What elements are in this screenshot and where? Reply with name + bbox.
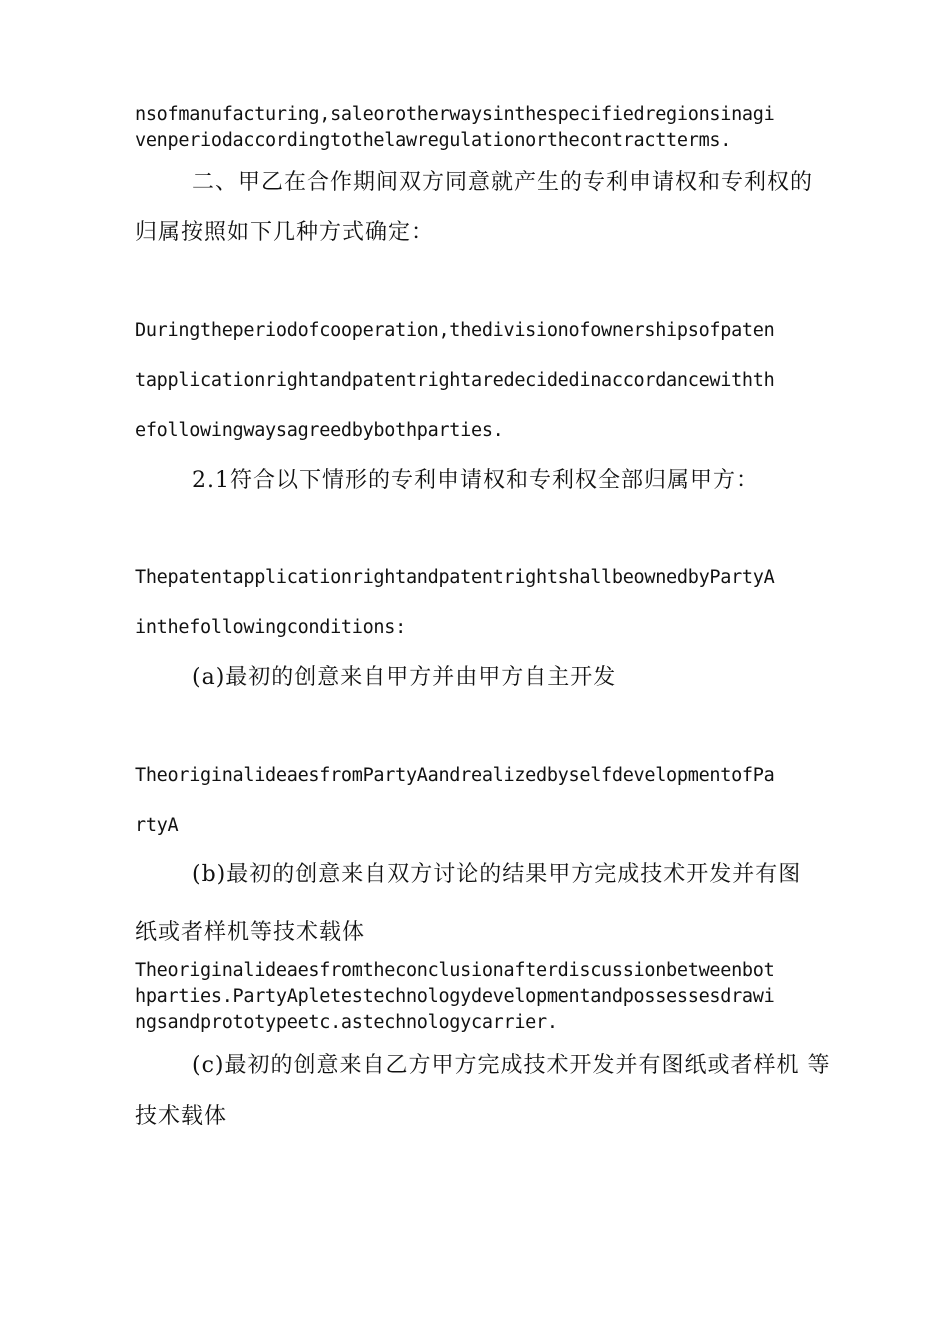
text-line-2: venperiodaccordingtothelawregulationorthecontractterms. [135,130,732,151]
item-c-cont: 技术载体 [135,1104,228,1129]
text-line-18: ngsandprototypeetc.astechnologycarrier. [135,1012,558,1033]
text-line-7: efollowingwaysagreedbybothparties. [135,420,504,441]
text-line-1: nsofmanufacturing,saleorotherwaysinthespecifiedregionsinagi [135,104,775,125]
text-line-9: ThepatentapplicationrightandpatentrightshallbeownedbyPartyA [135,567,775,588]
text-line-17: hparties.PartyApletestechnologydevelopmentandpossessesdrawi [135,986,775,1007]
item-b: (b)最初的创意来自双方讨论的结果甲方完成技术开发并有图 [192,862,802,887]
item-a: (a)最初的创意来自甲方并由甲方自主开发 [192,665,617,690]
text-line-5: Duringtheperiodofcooperation,thedivisionofownershipsofpaten [135,320,775,341]
text-line-13: rtyA [135,815,179,836]
section-2-heading-cont: 归属按照如下几种方式确定： [135,220,435,245]
text-line-16: Theoriginalideaesfromtheconclusionafterdiscussionbetweenbot [135,960,775,981]
item-c: (c)最初的创意来自乙方甲方完成技术开发并有图纸或者样机 等 [192,1053,831,1078]
section-2-heading: 二、甲乙在合作期间双方同意就产生的专利申请权和专利权的 [192,170,814,195]
text-line-6: tapplicationrightandpatentrightaredecidedinaccordancewithth [135,370,775,391]
text-line-12: TheoriginalideaesfromPartyAandrealizedbyselfdevelopmentofPa [135,765,775,786]
item-b-cont: 纸或者样机等技术载体 [135,920,366,945]
text-line-10: inthefollowingconditions: [135,617,406,638]
clause-2-1-heading: 2.1符合以下情形的专利申请权和专利权全部归属甲方： [192,468,759,493]
